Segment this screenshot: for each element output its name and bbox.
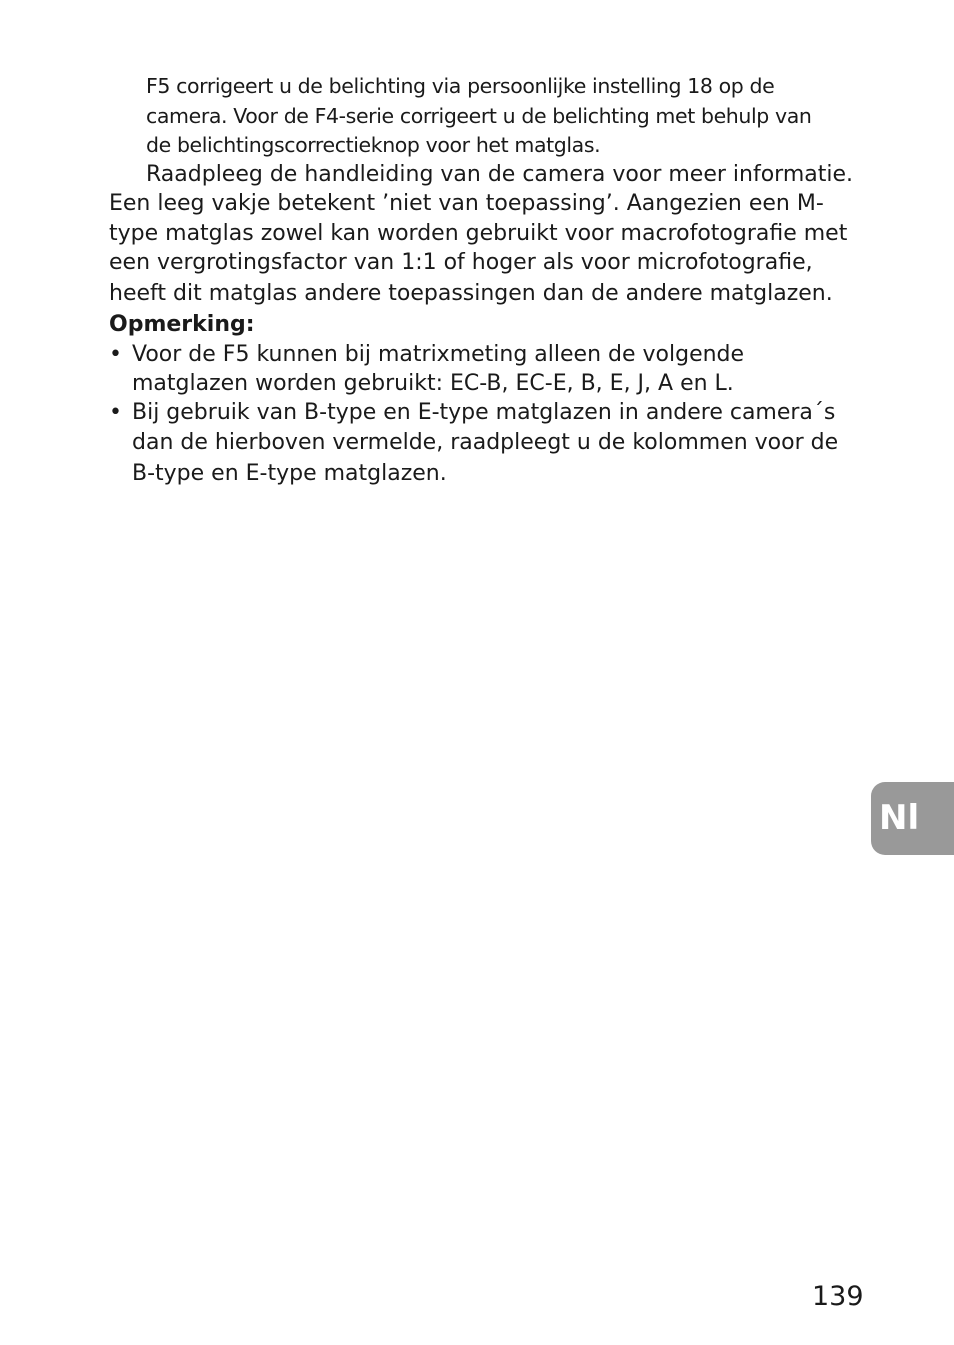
note-line: F5 corrigeert u de belichting via persoonlijke instelling 18 op de — [146, 74, 775, 98]
bullet-line: dan de hierboven vermelde, raadpleegt u de kolommen voor de — [132, 429, 839, 455]
language-tab: Nl — [871, 782, 954, 855]
note-line: de belichtingscorrectieknop voor het matglas. — [146, 133, 601, 157]
remark-bullet-item — [109, 340, 869, 399]
note-line: camera. Voor de F4-serie corrigeert u de belichting met behulp van — [146, 103, 812, 128]
paragraph-line: een vergrotingsfactor van 1:1 of hoger als voor microfotografie, — [109, 249, 813, 275]
exposure-note — [146, 72, 846, 161]
bullet-line: Voor de F5 kunnen bij matrixmeting alleen de volgende — [132, 341, 745, 367]
paragraph-line: Een leeg vakje betekent ’niet van toepassing’. Aangezien een M- — [109, 191, 824, 217]
bullet-icon: • — [109, 400, 122, 426]
remark-bullet-item — [109, 398, 869, 488]
paragraph-line: type matglas zowel kan worden gebruikt voor macrofotografie met — [109, 220, 848, 246]
bullet-icon: • — [109, 341, 122, 367]
bullet-line: B-type en E-type matglazen. — [132, 460, 447, 486]
main-text — [109, 160, 869, 488]
paragraph-line: heeft dit matglas andere toepassingen dan de andere matglazen. — [109, 281, 833, 307]
bullet-line: Bij gebruik van B-type en E-type matglazen in andere camera´s — [132, 400, 836, 426]
paragraph-line: Raadpleeg de handleiding van de camera voor meer informatie. — [146, 162, 854, 187]
page-number: 139 — [812, 1281, 864, 1312]
bullet-line: matglazen worden gebruikt: EC-B, EC-E, B, E, J, A en L. — [132, 371, 734, 397]
remark-heading: Opmerking: — [109, 312, 255, 338]
